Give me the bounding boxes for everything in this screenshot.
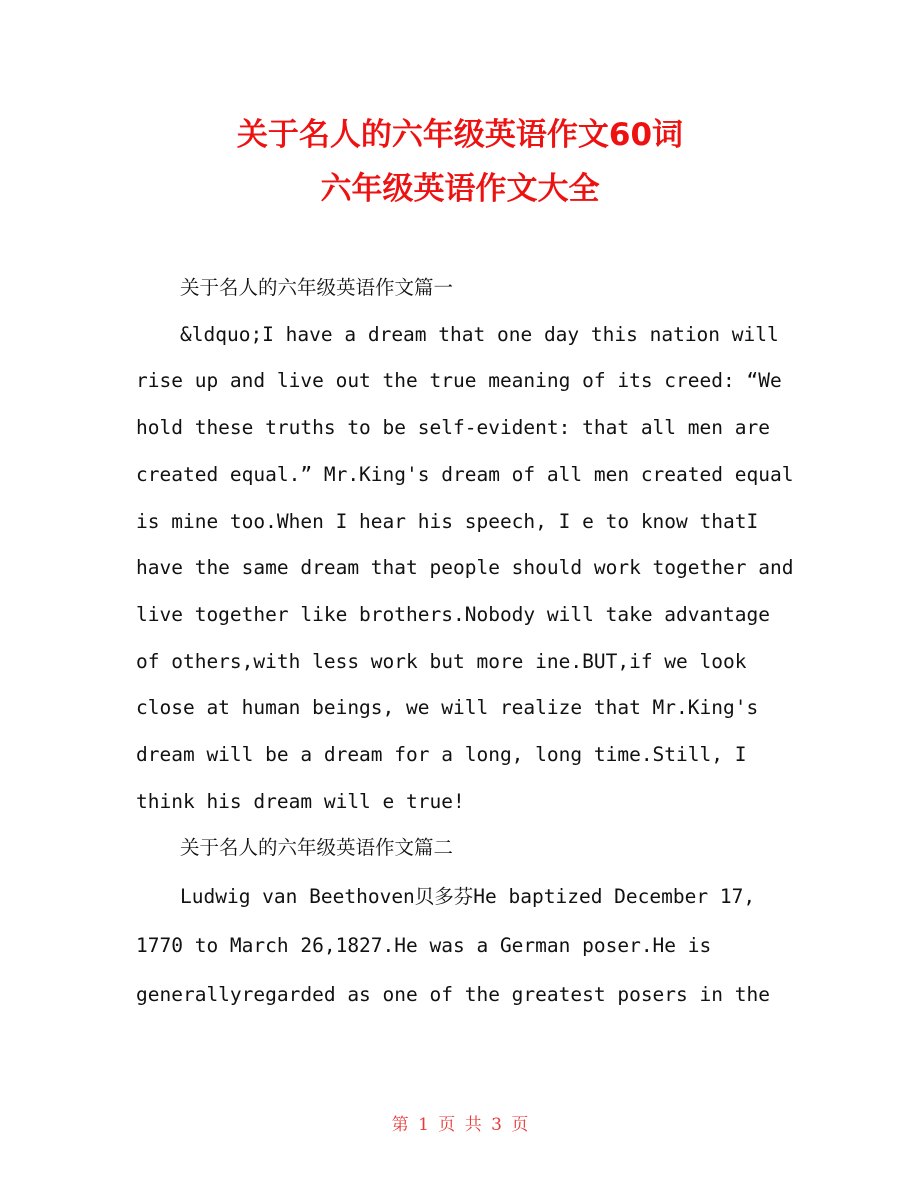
document-body: [136, 265, 796, 1019]
section-2-heading: 关于名人的六年级英语作文篇二: [180, 836, 454, 860]
footer-mid2: 共: [464, 1115, 482, 1135]
document-title-line1: 关于名人的六年级英语作文60词: [236, 117, 684, 153]
page-footer: [0, 1112, 920, 1138]
section-2-paragraph: Ludwig van Beethoven贝多芬He baptized December 17, 1770 to March 26,1827.He was a German poser.He is generallyregarded as one of the greatest posers in the: [136, 885, 770, 1007]
footer-suffix: 页: [511, 1115, 529, 1135]
footer-page-number: 1: [418, 1115, 429, 1135]
footer-mid1: 页: [438, 1115, 456, 1135]
section-1-paragraph: &ldquo;I have a dream that one day this nation will rise up and live out the true meaning of its creed: “We hold these truths to be self-evident: that all men are created equal.” Mr.King's dream of all men created equal is mine too.When I hear his speech, I e to know thatI have the same dream that people should work together and live together like brothers.Nobody will take advantage of others,with less work but more ine.BUT,if we look close at human beings, we will realize that Mr.King's dream will be a dream for a long, long time.Still, I think his dream will e true!: [136, 322, 794, 813]
document-title-line2: 六年级英语作文大全: [320, 171, 600, 207]
footer-total-pages: 3: [491, 1115, 502, 1135]
footer-prefix: 第: [391, 1115, 409, 1135]
section-1-heading: 关于名人的六年级英语作文篇一: [180, 276, 454, 299]
